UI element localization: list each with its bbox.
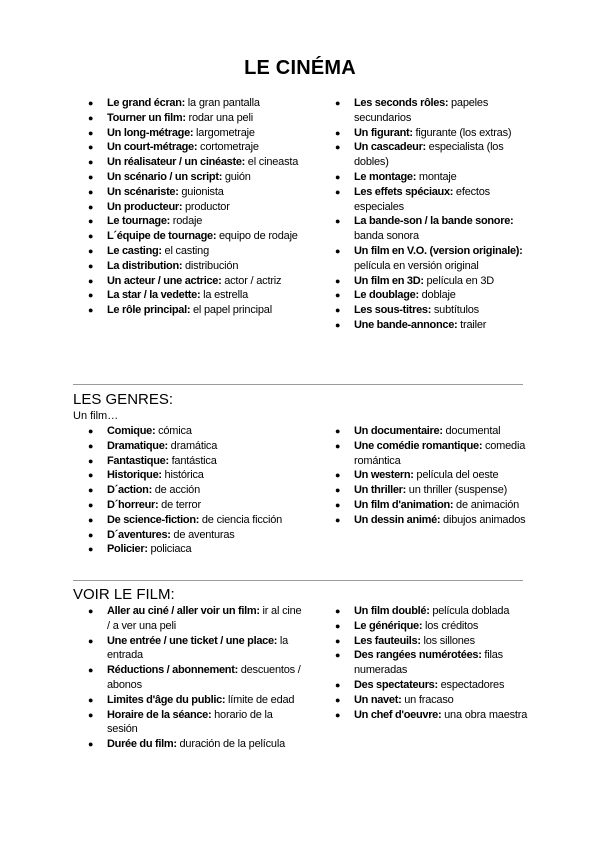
vocab-translation: montaje bbox=[418, 170, 457, 183]
vocab-term: La bande-son / la bande sonore bbox=[354, 215, 511, 228]
list-item bbox=[73, 513, 303, 528]
vocab-term: De science-fiction bbox=[107, 513, 196, 526]
list-item bbox=[320, 604, 535, 619]
bullet-icon: ● bbox=[88, 606, 94, 616]
term-separator: : bbox=[155, 498, 162, 511]
term-separator: : bbox=[151, 425, 159, 437]
term-separator: : bbox=[195, 513, 202, 526]
list-item bbox=[320, 678, 535, 693]
bullet-icon: ● bbox=[88, 112, 94, 123]
vocab-term: Réductions / abonnement bbox=[107, 664, 235, 677]
vocab-term: Un long-métrage bbox=[107, 126, 190, 139]
vocab-term: Un scénario / un script bbox=[107, 170, 219, 183]
genres-list-right bbox=[320, 424, 535, 528]
bullet-icon: ● bbox=[335, 98, 341, 108]
term-separator: : bbox=[144, 543, 151, 556]
list-item bbox=[73, 229, 303, 244]
term-separator: : bbox=[519, 244, 523, 257]
term-separator: : bbox=[434, 678, 441, 691]
vocab-translation: ir al cine / a ver una peli bbox=[107, 605, 302, 632]
bullet-icon: ● bbox=[88, 544, 94, 555]
list-item bbox=[320, 318, 535, 333]
vocab-term: Historique bbox=[107, 469, 159, 482]
list-item bbox=[320, 126, 535, 141]
vocab-term: Dramatique bbox=[107, 439, 165, 452]
vocab-term: Les sous-titres bbox=[354, 304, 428, 317]
term-separator: : bbox=[454, 318, 461, 331]
list-item bbox=[320, 708, 535, 723]
bullet-icon: ● bbox=[88, 694, 94, 705]
list-item bbox=[73, 259, 303, 274]
vocab-translation: distribución bbox=[185, 259, 239, 272]
vocab-translation: película en 3D bbox=[426, 274, 495, 287]
vocab-term: La star / la vedette bbox=[107, 289, 197, 302]
list-item bbox=[73, 424, 303, 439]
vocab-term: D´horreur bbox=[107, 498, 156, 511]
bullet-icon: ● bbox=[88, 665, 94, 676]
term-separator: : bbox=[418, 619, 425, 632]
vocab-translation: de ciencia ficción bbox=[201, 513, 283, 526]
term-separator: : bbox=[166, 215, 173, 228]
vocab-term: Policier bbox=[107, 543, 145, 556]
term-separator: : bbox=[175, 185, 182, 198]
vocab-term: Un scénariste bbox=[107, 185, 176, 198]
term-separator: : bbox=[449, 498, 457, 511]
vocab-term: Un documentaire bbox=[354, 425, 440, 437]
bullet-icon: ● bbox=[335, 606, 341, 616]
vocab-translation: película en versión original bbox=[354, 259, 479, 272]
bullet-icon: ● bbox=[88, 455, 94, 466]
vocab-term: Une bande-annonce bbox=[354, 318, 455, 331]
list-item bbox=[320, 634, 535, 649]
bullet-icon: ● bbox=[88, 290, 94, 301]
page-title: LE CINÉMA bbox=[244, 57, 356, 79]
term-separator: : bbox=[234, 664, 241, 677]
vocab-translation: banda sonora bbox=[354, 230, 419, 243]
list-item bbox=[320, 303, 535, 318]
term-separator: : bbox=[165, 454, 172, 467]
vocab-term: Un acteur / une actrice bbox=[107, 274, 219, 287]
term-separator: : bbox=[164, 439, 171, 452]
vocab-translation: de terror bbox=[161, 498, 201, 511]
vocab-translation: equipo de rodaje bbox=[218, 230, 298, 243]
bullet-icon: ● bbox=[335, 171, 341, 182]
bullet-icon: ● bbox=[335, 275, 341, 286]
list-item bbox=[320, 468, 535, 483]
bullet-icon: ● bbox=[88, 709, 94, 720]
vocab-translation: guionista bbox=[181, 185, 224, 198]
term-separator: : bbox=[256, 605, 263, 617]
term-separator: : bbox=[422, 141, 429, 154]
term-separator: : bbox=[208, 708, 215, 721]
list-item bbox=[320, 619, 535, 634]
list-item bbox=[320, 483, 535, 498]
vocab-list-right bbox=[320, 96, 535, 333]
vocab-term: Des rangées numérotées bbox=[354, 649, 479, 662]
bullet-icon: ● bbox=[88, 739, 94, 750]
term-separator: : bbox=[409, 126, 416, 139]
term-separator: : bbox=[218, 274, 225, 287]
vocab-translation: guión bbox=[224, 170, 251, 183]
term-separator: : bbox=[197, 289, 204, 302]
section-heading-genres: LES GENRES: bbox=[73, 391, 174, 408]
list-item bbox=[320, 498, 535, 513]
vocab-translation: una obra maestra bbox=[444, 708, 528, 721]
bullet-icon: ● bbox=[88, 470, 94, 481]
vocab-translation: los créditos bbox=[425, 619, 479, 632]
list-item bbox=[320, 214, 535, 244]
list-item bbox=[320, 170, 535, 185]
list-item bbox=[320, 96, 535, 126]
vocab-term: Le rôle principal bbox=[107, 304, 187, 317]
vocab-term: D´action bbox=[107, 484, 149, 497]
term-separator: : bbox=[186, 304, 193, 317]
list-item bbox=[320, 424, 535, 439]
vocab-term: Un figurant bbox=[354, 126, 410, 139]
vocab-translation: la estrella bbox=[203, 289, 249, 302]
bullet-icon: ● bbox=[335, 485, 341, 496]
bullet-icon: ● bbox=[335, 635, 341, 646]
vocab-translation: papeles secundarios bbox=[354, 97, 489, 124]
bullet-icon: ● bbox=[88, 529, 94, 540]
vocab-translation: el casting bbox=[164, 244, 210, 257]
term-separator: : bbox=[181, 97, 188, 109]
bullet-icon: ● bbox=[335, 426, 341, 436]
list-item bbox=[73, 498, 303, 513]
term-separator: : bbox=[398, 693, 405, 706]
vocab-term: L´équipe de tournage bbox=[107, 230, 213, 243]
vocab-term: Un dessin animé bbox=[354, 513, 437, 526]
vocab-term: Les effets spéciaux bbox=[354, 185, 450, 198]
vocab-translation: de animación bbox=[456, 498, 520, 511]
term-separator: : bbox=[158, 244, 165, 257]
term-separator: : bbox=[158, 469, 165, 482]
vocab-translation: cortometraje bbox=[200, 141, 259, 154]
term-separator: : bbox=[478, 649, 485, 662]
bullet-icon: ● bbox=[335, 709, 341, 720]
vocab-translation: el cineasta bbox=[247, 156, 299, 169]
list-item bbox=[320, 513, 535, 528]
vocab-term: Un navet bbox=[354, 693, 399, 706]
term-separator: : bbox=[478, 439, 485, 452]
term-separator: : bbox=[221, 693, 229, 706]
vocab-term: Un réalisateur / un cinéaste bbox=[107, 156, 242, 169]
vocab-term: Une entrée / une ticket / une place bbox=[107, 634, 274, 647]
vocab-translation: especialista (los dobles) bbox=[354, 141, 504, 169]
vocab-translation: rodar una peli bbox=[188, 111, 253, 124]
list-item bbox=[73, 185, 303, 200]
vocab-translation: horario de la sesión bbox=[107, 708, 273, 736]
list-item bbox=[73, 111, 303, 126]
list-item bbox=[320, 185, 535, 215]
vocab-term: Un film doublé bbox=[354, 605, 427, 617]
term-separator: : bbox=[420, 274, 427, 287]
bullet-icon: ● bbox=[88, 426, 94, 436]
term-separator: : bbox=[402, 484, 409, 497]
term-separator: : bbox=[417, 634, 424, 647]
vocab-term: Un western bbox=[354, 469, 411, 482]
list-item bbox=[73, 454, 303, 469]
vocab-term: Un film en V.O. (version originale) bbox=[354, 244, 520, 257]
bullet-icon: ● bbox=[88, 98, 94, 108]
bullet-icon: ● bbox=[335, 440, 341, 451]
vocab-translation: límite de edad bbox=[228, 693, 295, 706]
bullet-icon: ● bbox=[88, 305, 94, 316]
term-separator: : bbox=[449, 185, 456, 198]
list-item bbox=[73, 483, 303, 498]
vocab-term: Un court-métrage bbox=[107, 141, 194, 154]
bullet-icon: ● bbox=[88, 499, 94, 510]
vocab-translation: un thriller (suspense) bbox=[408, 484, 508, 497]
list-item bbox=[73, 303, 303, 318]
vocab-translation: película doblada bbox=[432, 605, 510, 617]
bullet-icon: ● bbox=[335, 186, 341, 197]
vocab-translation: película del oeste bbox=[416, 469, 499, 482]
vocab-translation: efectos especiales bbox=[354, 185, 490, 213]
term-separator: : bbox=[415, 289, 422, 302]
vocab-term: Aller au ciné / aller voir un film bbox=[107, 605, 257, 617]
bullet-icon: ● bbox=[335, 514, 341, 525]
bullet-icon: ● bbox=[335, 620, 341, 631]
bullet-icon: ● bbox=[335, 127, 341, 138]
list-item bbox=[73, 288, 303, 303]
vocab-term: Le casting bbox=[107, 244, 159, 257]
list-item bbox=[73, 737, 303, 752]
vocab-translation: de aventuras bbox=[173, 528, 235, 541]
term-separator: : bbox=[178, 200, 186, 213]
vocab-translation: doblaje bbox=[421, 289, 456, 302]
genres-list-left bbox=[73, 424, 303, 557]
bullet-icon: ● bbox=[88, 127, 94, 138]
vocab-translation: figurante (los extras) bbox=[415, 126, 512, 139]
vocab-term: Les seconds rôles bbox=[354, 97, 445, 109]
vocab-term: Un producteur bbox=[107, 200, 179, 213]
list-item bbox=[73, 200, 303, 215]
list-item bbox=[73, 663, 303, 693]
vocab-term: Comique bbox=[107, 425, 152, 437]
vocab-term: Le doublage bbox=[354, 289, 416, 302]
vocab-translation: los sillones bbox=[423, 634, 475, 647]
bullet-icon: ● bbox=[335, 245, 341, 256]
list-item bbox=[73, 170, 303, 185]
vocab-term: Des spectateurs bbox=[354, 678, 435, 691]
vocab-term: D´aventures bbox=[107, 528, 168, 541]
list-item bbox=[320, 274, 535, 289]
bullet-icon: ● bbox=[335, 470, 341, 481]
vocab-translation: documental bbox=[445, 425, 501, 437]
term-separator: : bbox=[241, 156, 248, 169]
list-item bbox=[320, 439, 535, 469]
vocab-translation: largometraje bbox=[196, 126, 255, 139]
bullet-icon: ● bbox=[88, 635, 94, 646]
vocab-term: Fantastique bbox=[107, 454, 166, 467]
bullet-icon: ● bbox=[88, 260, 94, 271]
voir-list-right bbox=[320, 604, 535, 722]
list-item bbox=[320, 648, 535, 678]
term-separator: : bbox=[148, 484, 155, 497]
bullet-icon: ● bbox=[335, 319, 341, 330]
term-separator: : bbox=[412, 170, 419, 183]
section-intro-genres: Un film… bbox=[73, 410, 119, 422]
term-separator: : bbox=[510, 215, 514, 228]
vocab-term: Un cascadeur bbox=[354, 141, 423, 154]
list-item bbox=[73, 96, 303, 111]
vocab-translation: filas numeradas bbox=[354, 649, 503, 677]
bullet-icon: ● bbox=[88, 231, 94, 242]
term-separator: : bbox=[189, 126, 197, 139]
list-item bbox=[320, 693, 535, 708]
bullet-icon: ● bbox=[88, 440, 94, 451]
bullet-icon: ● bbox=[88, 201, 94, 212]
vocab-term: Un film d'animation bbox=[354, 498, 450, 511]
list-item bbox=[73, 274, 303, 289]
vocab-translation: duración de la película bbox=[179, 738, 285, 751]
vocab-translation: actor / actriz bbox=[224, 274, 282, 287]
vocab-list-left bbox=[73, 96, 303, 318]
vocab-translation: descuentos / abonos bbox=[107, 664, 301, 691]
vocab-translation: de acción bbox=[154, 484, 201, 497]
bullet-icon: ● bbox=[88, 275, 94, 286]
list-item bbox=[73, 604, 303, 634]
vocab-translation: un fracaso bbox=[404, 693, 454, 706]
vocab-translation: histórica bbox=[164, 469, 204, 482]
vocab-term: Tourner un film bbox=[107, 111, 183, 124]
term-separator: : bbox=[444, 97, 452, 109]
section-heading-voir-le-film: VOIR LE FILM: bbox=[73, 586, 175, 603]
list-item bbox=[73, 126, 303, 141]
bullet-icon: ● bbox=[335, 216, 341, 227]
bullet-icon: ● bbox=[88, 142, 94, 153]
vocab-term: Le générique bbox=[354, 619, 419, 632]
list-item bbox=[73, 214, 303, 229]
vocab-term: Durée du film bbox=[107, 738, 174, 751]
bullet-icon: ● bbox=[335, 305, 341, 316]
term-separator: : bbox=[410, 469, 417, 482]
voir-list-left bbox=[73, 604, 303, 752]
bullet-icon: ● bbox=[335, 679, 341, 690]
vocab-translation: productor bbox=[185, 200, 230, 213]
vocab-translation: subtítulos bbox=[433, 304, 479, 317]
term-separator: : bbox=[182, 111, 189, 124]
bullet-icon: ● bbox=[335, 290, 341, 301]
vocab-term: La distribution bbox=[107, 259, 179, 272]
bullet-icon: ● bbox=[88, 171, 94, 182]
list-item bbox=[73, 155, 303, 170]
term-separator: : bbox=[273, 634, 280, 647]
list-item bbox=[73, 693, 303, 708]
vocab-term: Les fauteuils bbox=[354, 634, 418, 647]
list-item bbox=[73, 708, 303, 738]
vocab-translation: dramática bbox=[170, 439, 218, 452]
bullet-icon: ● bbox=[88, 485, 94, 496]
bullet-icon: ● bbox=[335, 142, 341, 153]
vocab-translation: la gran pantalla bbox=[187, 97, 260, 109]
vocab-term: Un film en 3D bbox=[354, 274, 421, 287]
list-item bbox=[73, 468, 303, 483]
term-separator: : bbox=[167, 528, 174, 541]
divider bbox=[73, 580, 523, 581]
vocab-term: Le montage bbox=[354, 170, 413, 183]
vocab-term: Horaire de la séance bbox=[107, 708, 209, 721]
bullet-icon: ● bbox=[88, 514, 94, 525]
bullet-icon: ● bbox=[88, 216, 94, 227]
vocab-translation: dibujos animados bbox=[443, 513, 526, 526]
term-separator: : bbox=[436, 513, 444, 526]
list-item bbox=[73, 634, 303, 664]
term-separator: : bbox=[218, 170, 225, 183]
vocab-term: Le tournage bbox=[107, 215, 167, 228]
term-separator: : bbox=[173, 738, 180, 751]
vocab-term: Un thriller bbox=[354, 484, 403, 497]
list-item bbox=[73, 528, 303, 543]
list-item bbox=[320, 244, 535, 274]
bullet-icon: ● bbox=[88, 157, 94, 168]
vocab-translation: la entrada bbox=[107, 634, 289, 662]
vocab-translation: policiaca bbox=[150, 543, 192, 556]
list-item bbox=[73, 244, 303, 259]
bullet-icon: ● bbox=[335, 650, 341, 661]
term-separator: : bbox=[438, 708, 445, 721]
term-separator: : bbox=[212, 230, 219, 243]
divider bbox=[73, 384, 523, 385]
vocab-term: Une comédie romantique bbox=[354, 439, 479, 452]
bullet-icon: ● bbox=[335, 499, 341, 510]
list-item bbox=[320, 288, 535, 303]
term-separator: : bbox=[439, 425, 446, 437]
bullet-icon: ● bbox=[88, 245, 94, 256]
vocab-translation: el papel principal bbox=[193, 304, 272, 317]
bullet-icon: ● bbox=[88, 186, 94, 197]
list-item bbox=[73, 542, 303, 557]
vocab-translation: trailer bbox=[460, 318, 487, 331]
vocab-translation: fantástica bbox=[171, 454, 217, 467]
vocab-translation: cómica bbox=[158, 425, 192, 437]
vocab-translation: espectadores bbox=[440, 678, 505, 691]
vocab-term: Un chef d'oeuvre bbox=[354, 708, 439, 721]
list-item bbox=[320, 140, 535, 170]
bullet-icon: ● bbox=[335, 694, 341, 705]
list-item bbox=[73, 439, 303, 454]
list-item bbox=[73, 140, 303, 155]
term-separator: : bbox=[427, 304, 434, 317]
vocab-translation: rodaje bbox=[172, 215, 203, 228]
vocab-term: Le grand écran bbox=[107, 97, 182, 109]
term-separator: : bbox=[193, 141, 201, 154]
vocab-translation: comedia romántica bbox=[354, 439, 526, 467]
term-separator: : bbox=[426, 605, 433, 617]
vocab-term: Limites d'âge du public bbox=[107, 693, 222, 706]
term-separator: : bbox=[178, 259, 186, 272]
